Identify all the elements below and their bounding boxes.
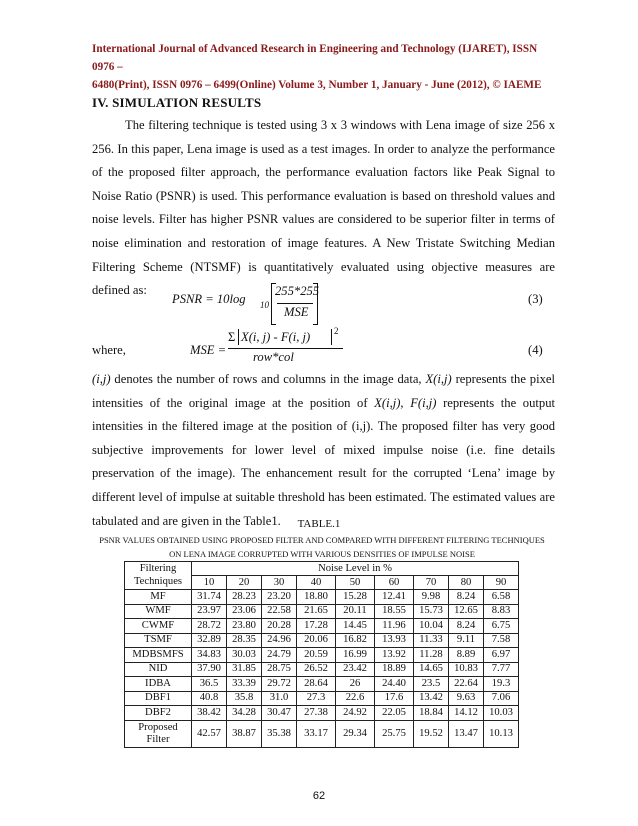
technique-name: CWMF: [125, 619, 192, 634]
table-row: [125, 604, 519, 619]
psnr-log-subscript: 10: [260, 300, 269, 310]
psnr-value-cell: 16.82: [336, 633, 375, 648]
para2-text-b: represents the pixel intensities of the original image at the position of: [92, 372, 555, 410]
mse-denominator: row*col: [253, 350, 294, 364]
psnr-lhs: PSNR = 10log: [172, 292, 246, 306]
header-filtering: Filtering: [125, 562, 192, 576]
psnr-value-cell: 8.83: [484, 604, 519, 619]
psnr-value-cell: 28.35: [227, 633, 262, 648]
table-row: [125, 720, 519, 747]
psnr-value-cell: 22.58: [262, 604, 297, 619]
psnr-numerator: 255*255: [275, 284, 320, 298]
psnr-value-cell: 31.0: [262, 691, 297, 706]
section-heading: IV. SIMULATION RESULTS: [92, 95, 262, 110]
psnr-value-cell: 8.89: [449, 648, 484, 663]
psnr-value-cell: 13.93: [375, 633, 414, 648]
psnr-value-cell: 14.45: [336, 619, 375, 634]
technique-name: DBF2: [125, 706, 192, 721]
journal-header-line1: International Journal of Advanced Research in Engineering and Technology (IJARET), ISSN 0976 –: [92, 43, 538, 73]
table-row: [125, 662, 519, 677]
psnr-value-cell: 30.47: [262, 706, 297, 721]
psnr-value-cell: 31.74: [192, 590, 227, 605]
psnr-value-cell: 12.65: [449, 604, 484, 619]
psnr-denominator: MSE: [284, 305, 309, 319]
psnr-value-cell: 19.52: [414, 720, 449, 747]
table-row: [125, 677, 519, 692]
psnr-value-cell: 14.12: [449, 706, 484, 721]
mse-numerator: X(i, j) - F(i, j): [241, 330, 311, 344]
psnr-value-cell: 23.97: [192, 604, 227, 619]
psnr-value-cell: 34.28: [227, 706, 262, 721]
psnr-value-cell: 15.28: [336, 590, 375, 605]
table-row: [125, 648, 519, 663]
noise-level-header: 20: [227, 576, 262, 590]
psnr-value-cell: 38.42: [192, 706, 227, 721]
table-subcaption-2: ON LENA IMAGE CORRUPTED WITH VARIOUS DENSITIES OF IMPULSE NOISE: [169, 549, 475, 559]
psnr-value-cell: 13.42: [414, 691, 449, 706]
psnr-value-cell: 20.59: [297, 648, 336, 663]
equation-number-4: (4): [528, 343, 543, 357]
psnr-value-cell: 16.99: [336, 648, 375, 663]
para2-ij: (i,j): [92, 372, 111, 386]
psnr-value-cell: 23.80: [227, 619, 262, 634]
psnr-value-cell: 6.75: [484, 619, 519, 634]
psnr-value-cell: 7.58: [484, 633, 519, 648]
psnr-value-cell: 18.80: [297, 590, 336, 605]
noise-level-header: 80: [449, 576, 484, 590]
noise-level-header: 60: [375, 576, 414, 590]
psnr-value-cell: 10.13: [484, 720, 519, 747]
para2-fij: F(i,j): [410, 395, 437, 410]
psnr-value-cell: 23.42: [336, 662, 375, 677]
technique-name: IDBA: [125, 677, 192, 692]
psnr-value-cell: 22.6: [336, 691, 375, 706]
psnr-value-cell: 33.39: [227, 677, 262, 692]
technique-name: TSMF: [125, 633, 192, 648]
psnr-value-cell: 27.38: [297, 706, 336, 721]
para2-xij-2: X(i,j),: [374, 395, 404, 410]
psnr-value-cell: 17.6: [375, 691, 414, 706]
table-subcaption-1: PSNR VALUES OBTAINED USING PROPOSED FILTER AND COMPARED WITH DIFFERENT FILTERING TECHNIQUES: [99, 535, 545, 545]
psnr-value-cell: 40.8: [192, 691, 227, 706]
psnr-value-cell: 27.3: [297, 691, 336, 706]
page-number: 62: [312, 790, 326, 802]
psnr-value-cell: 10.04: [414, 619, 449, 634]
technique-name: MDBSMFS: [125, 648, 192, 663]
journal-header-line2: 6480(Print), ISSN 0976 – 6499(Online) Volume 3, Number 1, January - June (2012), © IAEME: [92, 79, 542, 91]
technique-name: MF: [125, 590, 192, 605]
abs-bar-left: [238, 329, 239, 345]
psnr-value-cell: 24.92: [336, 706, 375, 721]
psnr-value-cell: 11.28: [414, 648, 449, 663]
psnr-value-cell: 20.28: [262, 619, 297, 634]
mse-lhs: MSE =: [190, 343, 227, 357]
psnr-value-cell: 13.92: [375, 648, 414, 663]
psnr-value-cell: 9.98: [414, 590, 449, 605]
psnr-value-cell: 26.52: [297, 662, 336, 677]
psnr-value-cell: 23.20: [262, 590, 297, 605]
paragraph-explanation: [92, 368, 555, 533]
psnr-value-cell: 24.96: [262, 633, 297, 648]
psnr-fraction-line: [277, 303, 313, 304]
psnr-value-cell: 31.85: [227, 662, 262, 677]
table-caption: TABLE.1: [297, 518, 341, 530]
abs-bar-right: [331, 329, 332, 345]
psnr-value-cell: 22.64: [449, 677, 484, 692]
psnr-value-cell: 23.06: [227, 604, 262, 619]
header-noise-level: Noise Level in %: [192, 562, 519, 576]
header-techniques: Techniques: [125, 576, 192, 590]
paragraph-intro: The filtering technique is tested using 3 x 3 windows with Lena image of size 256 x 256. In this paper, Lena image is used as a test images. In order to analyze the performance of the proposed filter approach, the performance evaluation factors like Peak Signal to Noise Ratio (PSNR) is used. This performance evaluation is based on threshold values and noise levels. Filter has higher PSNR values are considered to be superior filter in terms of noise elimination and restoration of image features. A New Tristate Switching Median Filtering Scheme (NTSMF) is quantitatively evaluated using objective measures are defined as:: [92, 118, 555, 298]
psnr-table: [124, 561, 519, 748]
psnr-value-cell: 18.89: [375, 662, 414, 677]
psnr-value-cell: 7.06: [484, 691, 519, 706]
journal-header: [92, 40, 552, 94]
psnr-value-cell: 37.90: [192, 662, 227, 677]
noise-level-header: 90: [484, 576, 519, 590]
psnr-value-cell: 24.79: [262, 648, 297, 663]
psnr-value-cell: 24.40: [375, 677, 414, 692]
psnr-value-cell: 35.8: [227, 691, 262, 706]
psnr-value-cell: 36.5: [192, 677, 227, 692]
psnr-value-cell: 32.89: [192, 633, 227, 648]
psnr-value-cell: 25.75: [375, 720, 414, 747]
noise-level-header: 50: [336, 576, 375, 590]
psnr-value-cell: 6.58: [484, 590, 519, 605]
psnr-value-cell: 28.23: [227, 590, 262, 605]
psnr-value-cell: 8.24: [449, 590, 484, 605]
noise-level-header: 70: [414, 576, 449, 590]
para2-text-a: denotes the number of rows and columns in the image data,: [110, 372, 426, 386]
mse-exponent: 2: [334, 326, 339, 336]
psnr-value-cell: 7.77: [484, 662, 519, 677]
psnr-value-cell: 15.73: [414, 604, 449, 619]
psnr-value-cell: 9.11: [449, 633, 484, 648]
psnr-value-cell: 38.87: [227, 720, 262, 747]
psnr-value-cell: 18.84: [414, 706, 449, 721]
psnr-value-cell: 20.11: [336, 604, 375, 619]
psnr-value-cell: 35.38: [262, 720, 297, 747]
psnr-value-cell: 28.72: [192, 619, 227, 634]
psnr-value-cell: 42.57: [192, 720, 227, 747]
technique-name: NID: [125, 662, 192, 677]
psnr-value-cell: 10.03: [484, 706, 519, 721]
sigma-symbol: Σ: [228, 330, 236, 344]
table-row: [125, 619, 519, 634]
technique-name: WMF: [125, 604, 192, 619]
psnr-value-cell: 9.63: [449, 691, 484, 706]
psnr-value-cell: 6.97: [484, 648, 519, 663]
table-row: [125, 633, 519, 648]
psnr-value-cell: 11.96: [375, 619, 414, 634]
noise-level-header: 10: [192, 576, 227, 590]
noise-level-header: 40: [297, 576, 336, 590]
psnr-value-cell: 33.17: [297, 720, 336, 747]
psnr-value-cell: 14.65: [414, 662, 449, 677]
psnr-value-cell: 19.3: [484, 677, 519, 692]
technique-name: Proposed Filter: [125, 720, 192, 747]
where-label: where,: [92, 343, 126, 357]
equation-number-3: (3): [528, 292, 543, 306]
psnr-value-cell: 29.34: [336, 720, 375, 747]
psnr-value-cell: 20.06: [297, 633, 336, 648]
psnr-value-cell: 30.03: [227, 648, 262, 663]
psnr-value-cell: 26: [336, 677, 375, 692]
table-row: [125, 691, 519, 706]
technique-name: DBF1: [125, 691, 192, 706]
mse-fraction-line: [228, 348, 343, 349]
psnr-value-cell: 11.33: [414, 633, 449, 648]
psnr-value-cell: 22.05: [375, 706, 414, 721]
psnr-value-cell: 17.28: [297, 619, 336, 634]
table-row: [125, 590, 519, 605]
table-row: [125, 706, 519, 721]
psnr-value-cell: 34.83: [192, 648, 227, 663]
psnr-value-cell: 18.55: [375, 604, 414, 619]
psnr-value-cell: 21.65: [297, 604, 336, 619]
para2-xij: X(i,j): [425, 372, 452, 386]
psnr-value-cell: 8.24: [449, 619, 484, 634]
psnr-value-cell: 28.75: [262, 662, 297, 677]
psnr-value-cell: 10.83: [449, 662, 484, 677]
psnr-value-cell: 13.47: [449, 720, 484, 747]
psnr-value-cell: 23.5: [414, 677, 449, 692]
para2-text-c: represents the output intensities in the filtered image at the position of (i,j). The proposed filter has very good subjective improvements for lower level of mixed impulse noise (i.e. fine details preservation of the image). The enhancement result for the corrupted ‘Lena’ image by different level of impulse at suitable threshold has been estimated. The estimated values are tabulated and are given in the Table1.: [92, 395, 555, 528]
psnr-value-cell: 29.72: [262, 677, 297, 692]
psnr-value-cell: 28.64: [297, 677, 336, 692]
noise-level-header: 30: [262, 576, 297, 590]
psnr-value-cell: 12.41: [375, 590, 414, 605]
